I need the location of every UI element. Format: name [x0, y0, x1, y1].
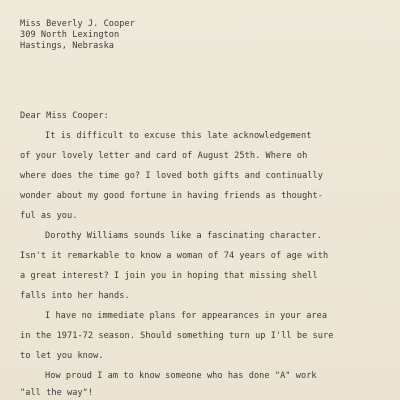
body-line: of your lovely letter and card of August 25th. Where oh [20, 151, 308, 161]
recipient-city: Hastings, Nebraska [20, 41, 115, 51]
salutation: Dear Miss Cooper: [20, 111, 109, 121]
body-line: wonder about my good fortune in having friends as thought- [20, 191, 323, 201]
body-line: falls into her hands. [20, 291, 130, 301]
recipient-street: 309 North Lexington [20, 30, 120, 40]
body-line: Dorothy Williams sounds like a fascinating character. [45, 231, 322, 241]
body-line: How proud I am to know someone who has done "A" work [45, 371, 317, 381]
body-line: to let you know. [20, 351, 104, 361]
body-line: a great interest? I join you in hoping that missing shell [20, 271, 318, 281]
body-line: I have no immediate plans for appearances in your area [45, 311, 328, 321]
body-line: ful as you. [20, 211, 78, 221]
body-line: It is difficult to excuse this late acknowledgement [45, 131, 312, 141]
body-line: Isn't it remarkable to know a woman of 74 years of age with [20, 251, 329, 261]
body-line: "all the way"! [20, 388, 94, 398]
body-line: in the 1971-72 season. Should something turn up I'll be sure [20, 331, 334, 341]
recipient-name: Miss Beverly J. Cooper [20, 19, 135, 29]
body-line: where does the time go? I loved both gifts and continually [20, 171, 323, 181]
